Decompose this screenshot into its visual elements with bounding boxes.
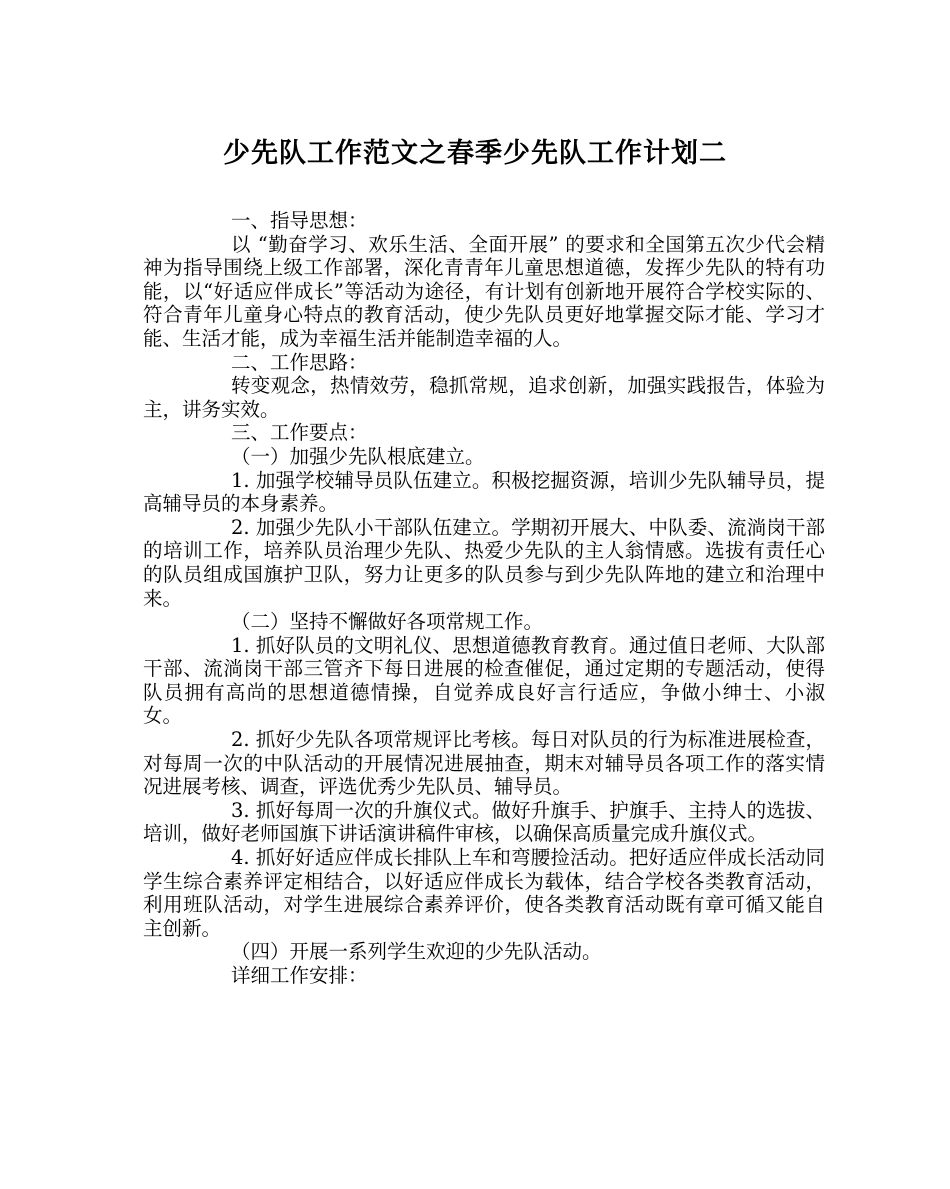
paragraph: 4. 抓好好适应伴成长排队上车和弯腰捡活动。把好适应伴成长活动同学生综合素养评定相结合，以好适应伴成长为载体，结合学校各类教育活动，利用班队活动，对学生进展综合素养评价，使各类教育活动既有章可循又能自主创新。 (143, 846, 825, 940)
paragraph: 2. 抓好少先队各项常规评比考核。每日对队员的行为标准进展检查，对每周一次的中队活动的开展情况进展抽查，期末对辅导员各项工作的落实情况进展考核、调查，评选优秀少先队员、辅导员。 (143, 728, 825, 799)
paragraph: 1. 加强学校辅导员队伍建立。积极挖掘资源，培训少先队辅导员，提高辅导员的本身素养。 (143, 468, 825, 516)
document-body (143, 209, 825, 988)
paragraph: 2. 加强少先队小干部队伍建立。学期初开展大、中队委、流淌岗干部的培训工作，培养队员治理少先队、热爱少先队的主人翁情感。选拔有责任心的队员组成国旗护卫队，努力让更多的队员参与到少先队阵地的建立和治理中来。 (143, 515, 825, 610)
paragraph-subheading: （一）加强少先队根底建立。 (231, 444, 485, 468)
paragraph-heading-work-points: 三、工作要点： (231, 421, 368, 445)
paragraph: 3. 抓好每周一次的升旗仪式。做好升旗手、护旗手、主持人的选拔、培训，做好老师国旗下讲话演讲稿件审核，以确保高质量完成升旗仪式。 (143, 798, 825, 846)
document-title: 少先队工作范文之春季少先队工作计划二 (223, 138, 727, 169)
paragraph: 详细工作安排： (231, 964, 368, 987)
paragraph: 以 “勤奋学习、欢乐生活、全面开展” 的要求和全国第五次少代会精神为指导围绕上级工作部署，深化青青年儿童思想道德，发挥少先队的特有功能，以“好适应伴成长”等活动为途径，有计划有创新地开展符合学校实际的、符合青年儿童身心特点的教育活动，使少先队员更好地掌握交际才能、学习才能、生活才能，成为幸福生活并能制造幸福的人。 (143, 232, 825, 350)
paragraph-heading-work-approach: 二、工作思路： (231, 350, 368, 374)
paragraph-heading-guiding-thought: 一、指导思想： (231, 209, 368, 232)
paragraph: 1. 抓好队员的文明礼仪、思想道德教育教育。通过值日老师、大队部干部、流淌岗干部三管齐下每日进展的检查催促，通过定期的专题活动，使得队员拥有高尚的思想道德情操，自觉养成良好言行适应，争做小绅士、小淑女。 (143, 633, 825, 728)
paragraph-subheading: （二）坚持不懈做好各项常规工作。 (231, 610, 544, 634)
paragraph-subheading: （四）开展一系列学生欢迎的少先队活动。 (231, 940, 602, 964)
paragraph: 转变观念，热情效劳，稳抓常规，追求创新，加强实践报告，体验为主，讲务实效。 (143, 374, 825, 421)
